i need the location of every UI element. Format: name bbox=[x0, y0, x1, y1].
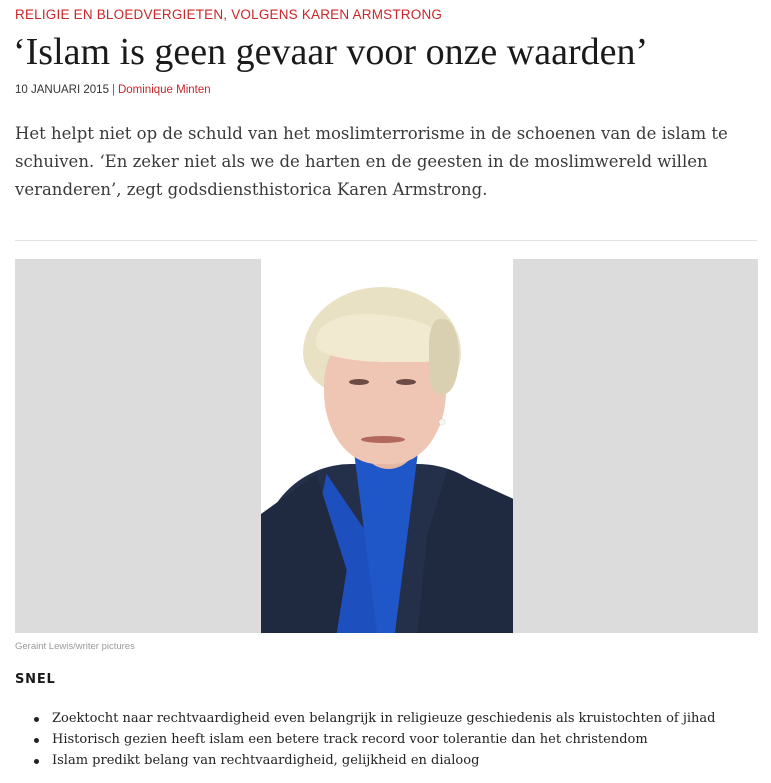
portrait-eye-left bbox=[349, 379, 369, 385]
publish-date: 10 JANUARI 2015 bbox=[15, 84, 109, 96]
list-item bbox=[15, 708, 715, 729]
portrait-image bbox=[261, 259, 513, 633]
list-item-text: Zoektocht naar rechtvaardigheid even belangrijk in religieuze geschiedenis als kruistochten of jihad bbox=[52, 711, 716, 726]
divider bbox=[15, 240, 757, 241]
portrait-mouth bbox=[361, 436, 405, 443]
snel-heading: SNEL bbox=[15, 672, 56, 687]
article-kicker[interactable]: RELIGIE EN BLOEDVERGIETEN, VOLGENS KAREN ARMSTRONG bbox=[15, 7, 443, 22]
list-item bbox=[15, 750, 715, 771]
portrait-hair-side bbox=[429, 319, 459, 394]
portrait-earring bbox=[439, 419, 445, 425]
byline-separator: | bbox=[111, 84, 115, 96]
list-item-text: Historisch gezien heeft islam een betere track record voor tolerantie dan het christendom bbox=[52, 732, 648, 747]
list-item bbox=[15, 729, 715, 750]
list-item-text: Islam predikt belang van rechtvaardigheid, gelijkheid en dialoog bbox=[52, 753, 480, 768]
byline bbox=[15, 84, 211, 96]
article-photo[interactable] bbox=[15, 259, 758, 633]
bullet-icon bbox=[34, 738, 39, 743]
photo-caption: Geraint Lewis/writer pictures bbox=[15, 641, 135, 652]
author-link[interactable]: Dominique Minten bbox=[117, 84, 211, 96]
bullet-icon bbox=[34, 759, 39, 764]
portrait-eye-right bbox=[396, 379, 416, 385]
article-headline: ‘Islam is geen gevaar voor onze waarden’ bbox=[13, 31, 649, 73]
article-lead: Het helpt niet op de schuld van het moslimterrorisme in de schoenen van de islam te schuiven. ‘En zeker niet als we de harten en de geesten in de moslimwereld willen veranderen’, zegt godsdiensthistorica Karen Armstrong. bbox=[15, 124, 728, 199]
snel-list bbox=[15, 708, 715, 771]
bullet-icon bbox=[34, 717, 39, 722]
